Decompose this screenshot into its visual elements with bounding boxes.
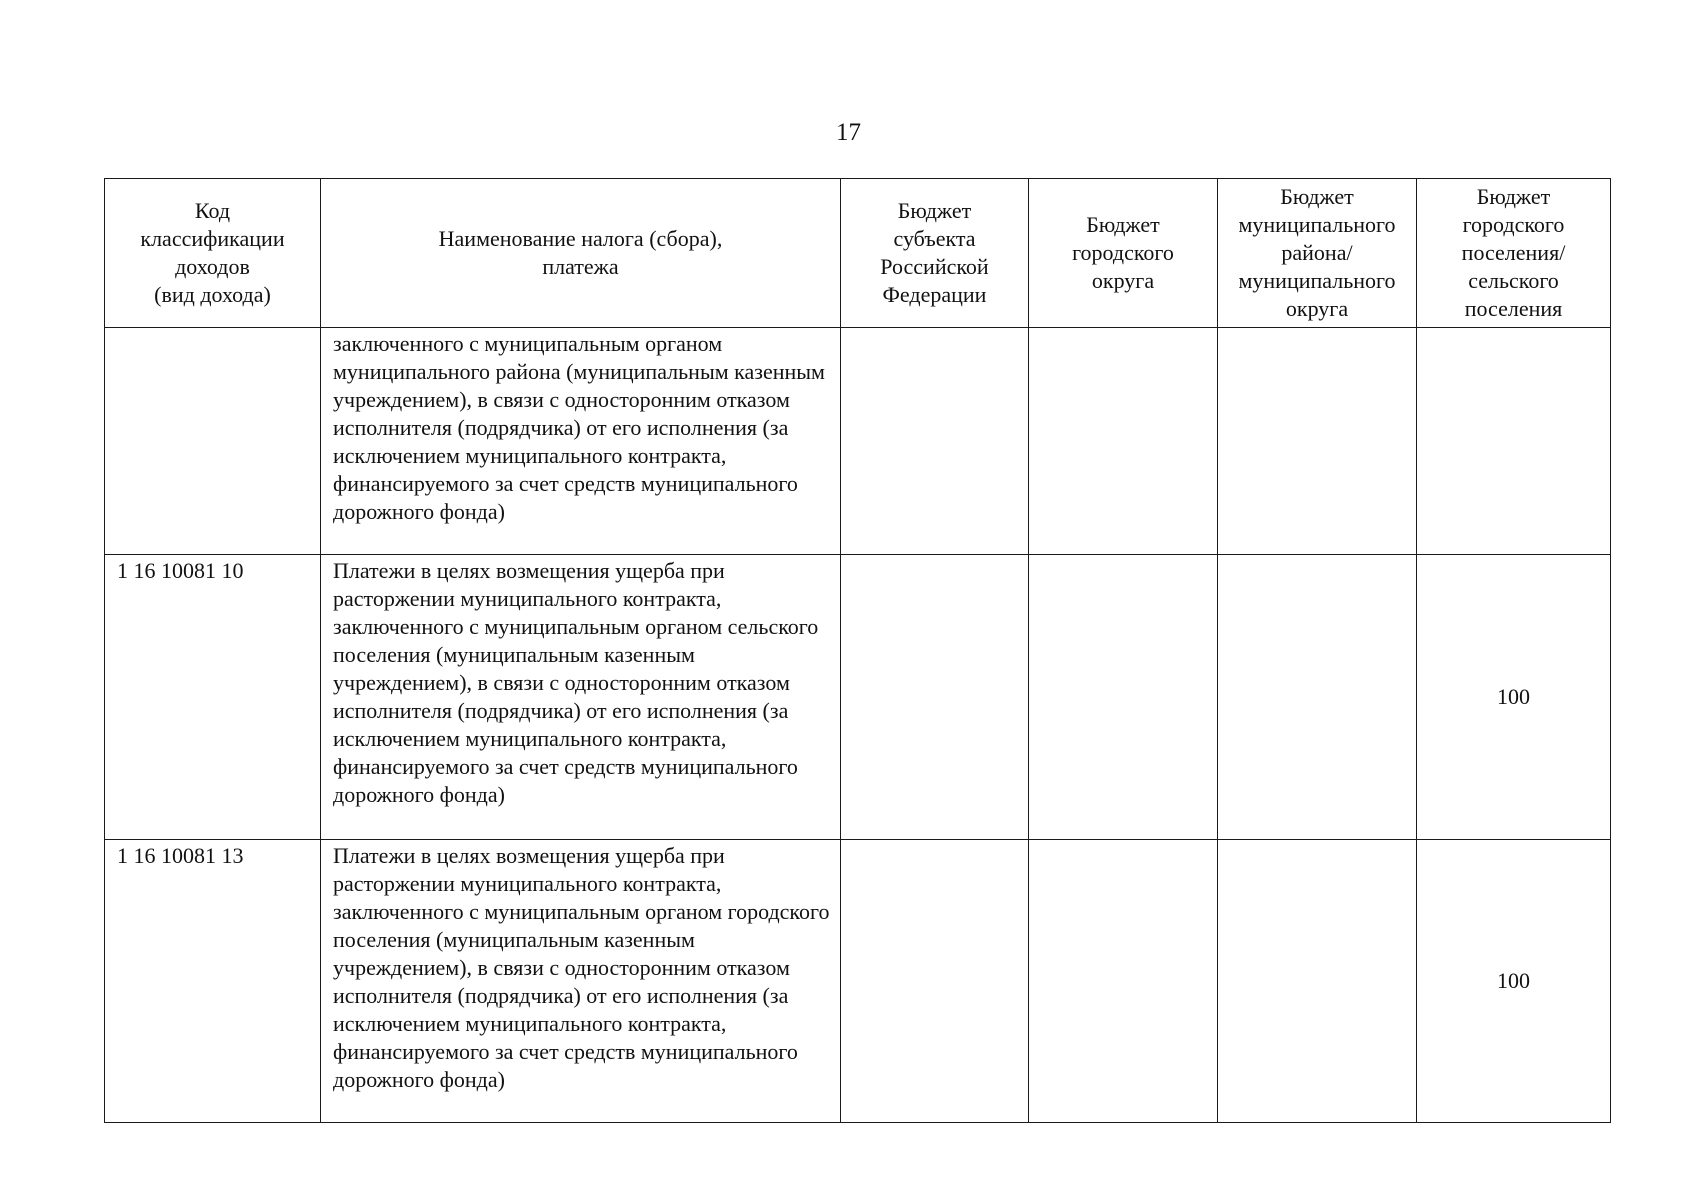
- table-row: [105, 555, 1611, 840]
- table-header-row: [105, 179, 1611, 328]
- municipal-district-budget-cell: [1218, 840, 1417, 1123]
- income-classification-table: [104, 178, 1611, 1123]
- income-code-cell: 1 16 10081 10: [105, 555, 321, 840]
- income-code-cell: [105, 328, 321, 555]
- table-row: [105, 328, 1611, 555]
- settlement-budget-cell: [1417, 328, 1611, 555]
- header-settlement-budget: Бюджет городского поселения/ сельского поселения: [1417, 179, 1611, 328]
- subject-budget-cell: [841, 840, 1029, 1123]
- page-number: 17: [836, 119, 861, 146]
- municipal-district-budget-cell: [1218, 555, 1417, 840]
- subject-budget-cell: [841, 555, 1029, 840]
- header-income-code: Код классификации доходов (вид дохода): [105, 179, 321, 328]
- header-municipal-district-budget: Бюджет муниципального района/ муниципального округа: [1218, 179, 1417, 328]
- table-row: [105, 840, 1611, 1123]
- tax-name-cell: Платежи в целях возмещения ущерба при расторжении муниципального контракта, заключенного с муниципальным органом сельского поселения (муниципальным казенным учреждением), в связи с односторонним отказом исполнителя (подрядчика) от его исполнения (за исключением муниципального контракта, финансируемого за счет средств муниципального дорожного фонда): [321, 555, 841, 840]
- city-district-budget-cell: [1029, 555, 1218, 840]
- settlement-budget-cell: 100: [1417, 840, 1611, 1123]
- tax-name-cell: Платежи в целях возмещения ущерба при расторжении муниципального контракта, заключенного с муниципальным органом городского поселения (муниципальным казенным учреждением), в связи с односторонним отказом исполнителя (подрядчика) от его исполнения (за исключением муниципального контракта, финансируемого за счет средств муниципального дорожного фонда): [321, 840, 841, 1123]
- header-city-district-budget: Бюджет городского округа: [1029, 179, 1218, 328]
- income-code-cell: 1 16 10081 13: [105, 840, 321, 1123]
- tax-name-cell: заключенного с муниципальным органом муниципального района (муниципальным казенным учреждением), в связи с односторонним отказом исполнителя (подрядчика) от его исполнения (за исключением муниципального контракта, финансируемого за счет средств муниципального дорожного фонда): [321, 328, 841, 555]
- city-district-budget-cell: [1029, 840, 1218, 1123]
- city-district-budget-cell: [1029, 328, 1218, 555]
- header-tax-name: Наименование налога (сбора), платежа: [321, 179, 841, 328]
- settlement-budget-cell: 100: [1417, 555, 1611, 840]
- municipal-district-budget-cell: [1218, 328, 1417, 555]
- subject-budget-cell: [841, 328, 1029, 555]
- header-subject-budget: Бюджет субъекта Российской Федерации: [841, 179, 1029, 328]
